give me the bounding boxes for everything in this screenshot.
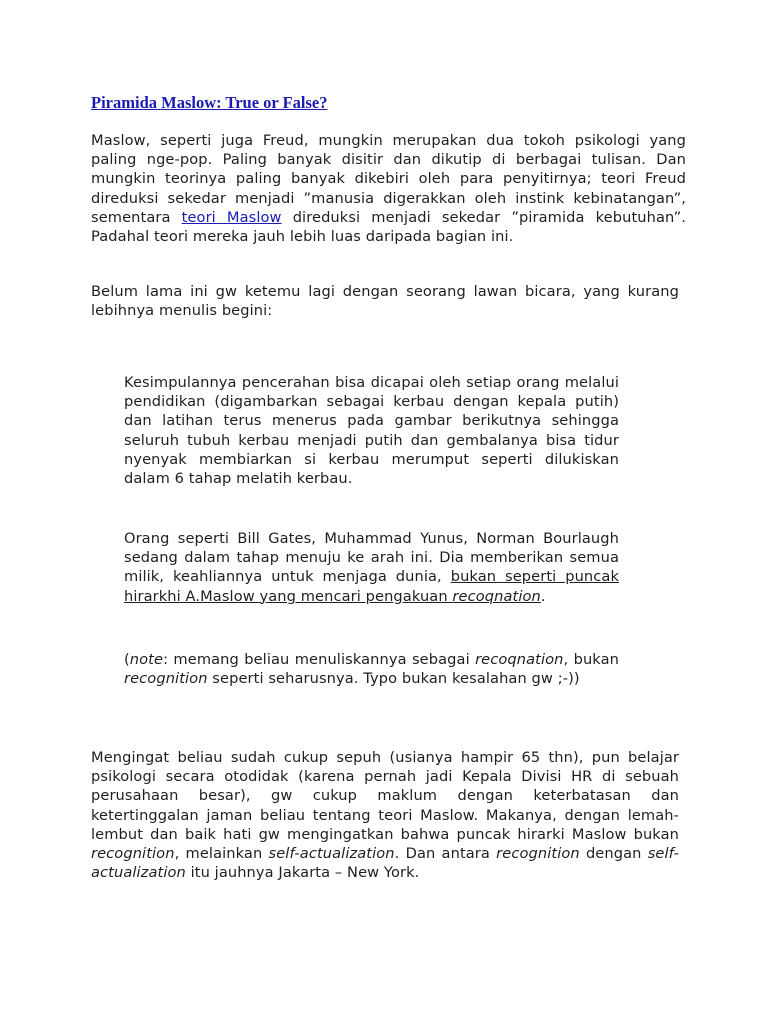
conclusion-text-4: dengan	[579, 845, 648, 863]
note-recoqnation: recoqnation	[475, 651, 564, 668]
quote-paragraph-1: Kesimpulannya pencerahan bisa dicapai oleh setiap orang melalui pendidikan (digambarkan sebagai kerbau dengan kepala putih) dan latihan terus menerus pada gambar berikutnya sehingga seluruh tubuh kerbau menjadi putih dan gembalanya bisa tidur nyenyak membiarkan si kerbau merumput seperti dilukiskan dalam 6 tahap melatih kerbau.	[124, 374, 619, 488]
note-label: note	[129, 651, 164, 668]
intro-text-end: direduksi menjadi sekedar ”piramida kebutuhan”. Padahal teori mereka jauh lebih luas daripada bagian ini.	[91, 208, 686, 246]
note-text-2: , bukan	[563, 651, 619, 668]
quote2-recoqnation: recoqnation	[452, 587, 541, 605]
page-title: Piramida Maslow: True or False?	[91, 93, 328, 112]
conclusion-self-actualization-1: self-actualization	[268, 845, 395, 863]
conclusion-paragraph	[91, 748, 679, 882]
context-paragraph: Belum lama ini gw ketemu lagi dengan seorang lawan bicara, yang kurang lebihnya menulis begini:	[91, 283, 679, 320]
teori-maslow-link[interactable]: teori Maslow	[181, 208, 282, 226]
intro-paragraph	[91, 131, 686, 246]
intro-text-start: Maslow, seperti juga Freud, mungkin merupakan dua tokoh psikologi yang paling nge-pop. Paling banyak disitir dan dikutip di berbagai tulisan. Dan mungkin teorinya paling banyak dikebiri oleh para penyitirnya; teori Freud direduksi sekedar menjadi ”manusia digerakkan oleh instink kebinatangan”, sementara	[91, 132, 686, 226]
conclusion-text-3: . Dan antara	[394, 845, 497, 863]
conclusion-text-2: , melainkan	[174, 845, 269, 863]
quote2-text: Orang seperti Bill Gates, Muhammad Yunus, Norman Bourlaugh sedang dalam tahap menuju ke arah ini. Dia memberikan semua milik, keahliannya untuk menjaga dunia,	[124, 530, 619, 586]
note-text-3: seperti seharusnya. Typo bukan kesalahan gw ;-))	[207, 670, 580, 688]
note-recognition: recognition	[124, 670, 208, 688]
conclusion-recognition-1: recognition	[91, 845, 175, 863]
conclusion-text-5: itu jauhnya Jakarta – New York.	[185, 864, 420, 882]
note-open-paren: (	[124, 651, 130, 668]
note-text-1: : memang beliau menuliskannya sebagai	[163, 651, 476, 668]
conclusion-self-actualization-2: self-actualization	[91, 845, 680, 882]
note-paragraph	[124, 650, 619, 688]
conclusion-recognition-2: recognition	[496, 845, 580, 863]
quote2-underlined-text: bukan seperti puncak hirarkhi A.Maslow yang mencari pengakuan	[124, 568, 619, 605]
quote2-end: .	[540, 587, 546, 605]
conclusion-text-1: Mengingat beliau sudah cukup sepuh (usianya hampir 65 thn), pun belajar psikologi secara otodidak (karena pernah jadi Kepala Divisi HR di sebuah perusahaan besar), gw cukup maklum dengan keterbatasan dan ketertinggalan jaman beliau tentang teori Maslow. Makanya, dengan lemah-lembut dan baik hati gw mengingatkan bahwa puncak hirarki Maslow bukan	[91, 749, 679, 843]
quote-paragraph-2	[124, 529, 619, 606]
